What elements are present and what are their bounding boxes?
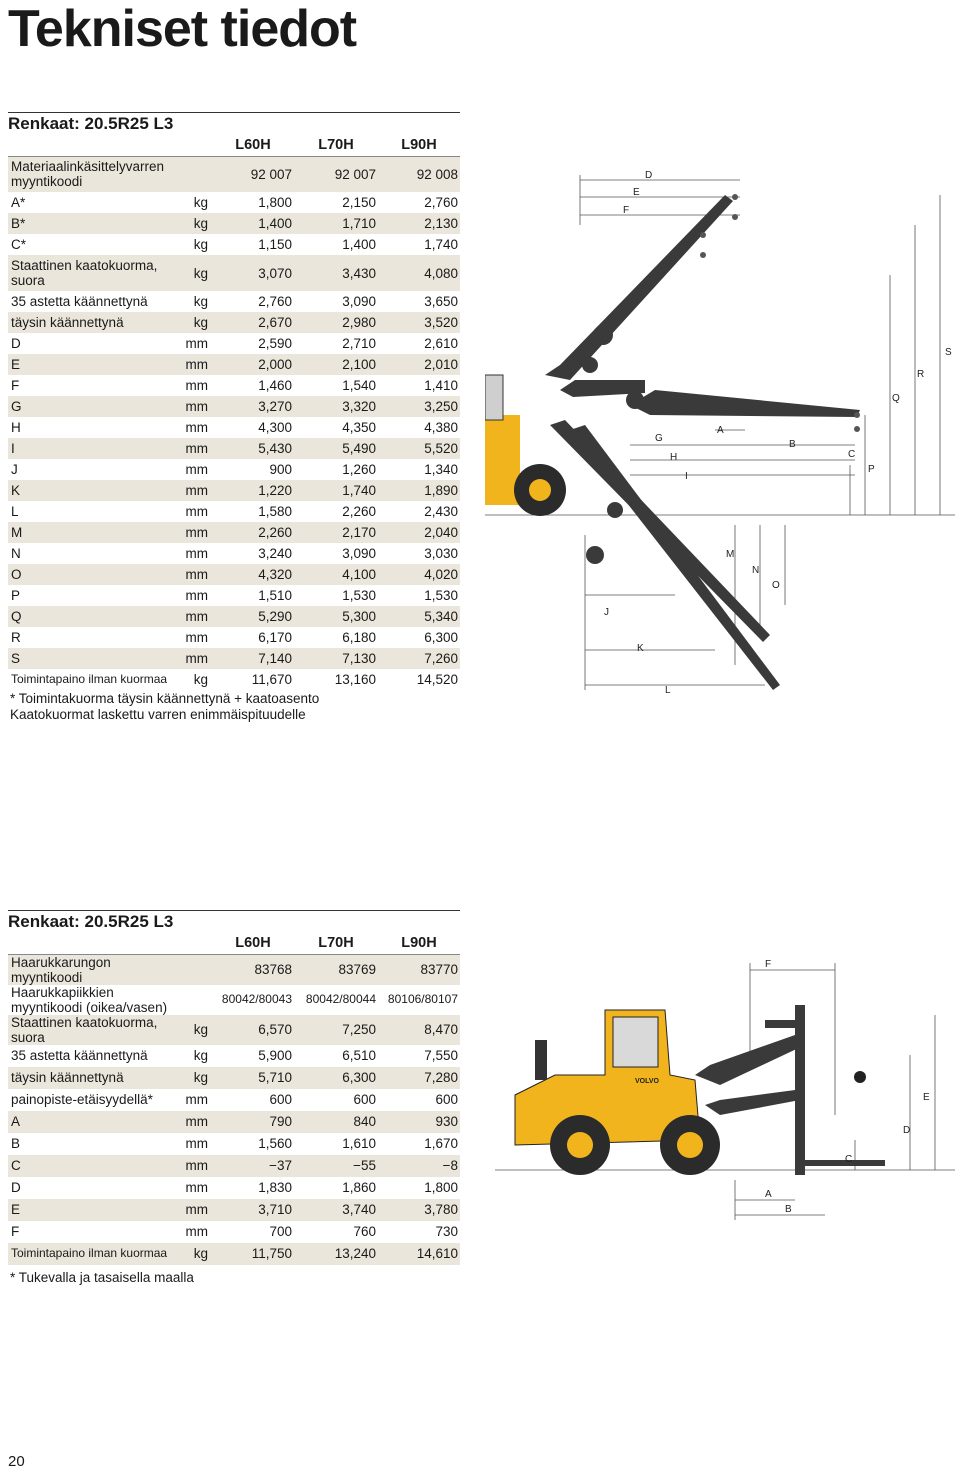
section1-rule	[8, 112, 460, 113]
row-unit: kg	[184, 255, 212, 291]
row-unit: mm	[184, 396, 212, 417]
row-label: O	[8, 564, 184, 585]
table-row	[8, 1133, 460, 1155]
row-label: F	[11, 378, 20, 393]
row-value: 1,340	[424, 462, 458, 477]
row-value: 5,340	[378, 606, 460, 627]
row-value: 600	[353, 1092, 376, 1107]
dimension-label-a: A	[765, 1189, 772, 1200]
row-value: 3,320	[294, 396, 378, 417]
row-value: 6,300	[424, 630, 458, 645]
section2-notes	[10, 1270, 194, 1286]
row-value: 6,570	[212, 1015, 294, 1045]
model-header: L60H	[212, 136, 294, 156]
row-label: G	[8, 396, 184, 417]
dimension-label-i: I	[685, 471, 688, 482]
row-label: N	[11, 546, 21, 561]
row-value: 3,070	[212, 255, 294, 291]
table-row	[8, 312, 460, 333]
row-value: 730	[435, 1224, 458, 1239]
row-unit: mm	[185, 1092, 208, 1107]
row-value: 3,430	[294, 255, 378, 291]
row-value: 2,760	[258, 294, 292, 309]
row-value: −55	[294, 1155, 378, 1177]
loader-body	[485, 375, 566, 516]
row-label: B*	[8, 213, 184, 234]
row-unit	[184, 985, 212, 1015]
dimension-label-c: C	[848, 449, 856, 460]
row-value: 3,030	[424, 546, 458, 561]
dimension-label-g: G	[655, 433, 663, 444]
row-value: 7,280	[378, 1067, 460, 1089]
dimension-label-b: B	[785, 1204, 792, 1215]
row-value: 1,530	[342, 588, 376, 603]
row-unit: kg	[184, 1015, 212, 1045]
row-label: K	[8, 480, 184, 501]
row-unit	[184, 954, 212, 985]
row-value: 8,470	[378, 1015, 460, 1045]
dimension-label-e: E	[923, 1092, 930, 1103]
row-unit: kg	[193, 237, 208, 252]
row-unit: mm	[184, 564, 212, 585]
row-value: 3,270	[212, 396, 294, 417]
row-value: 7,130	[294, 648, 378, 669]
row-label: painopiste-etäisyydellä*	[11, 1092, 153, 1107]
row-value: −8	[378, 1155, 460, 1177]
volvo-brand-text: VOLVO	[635, 1078, 659, 1085]
row-unit: mm	[185, 588, 208, 603]
table-row	[8, 1221, 460, 1243]
row-unit: kg	[184, 213, 212, 234]
table-row	[8, 255, 460, 291]
row-unit: mm	[184, 438, 212, 459]
row-value: 1,410	[424, 378, 458, 393]
table-row	[8, 354, 460, 375]
row-label: Staattinen kaatokuorma, suora	[8, 1015, 184, 1045]
row-value: 3,780	[378, 1199, 460, 1221]
table-row	[8, 192, 460, 213]
table-row	[8, 1111, 460, 1133]
row-value: 2,150	[342, 195, 376, 210]
row-value: 92 007	[212, 156, 294, 192]
row-value: 1,860	[342, 1180, 376, 1195]
row-value: 1,670	[424, 1136, 458, 1151]
dimension-label-r: R	[917, 369, 925, 380]
section2-table	[8, 934, 460, 1265]
row-label: C	[8, 1155, 184, 1177]
arm-dimension-diagram	[485, 165, 955, 715]
row-label: Toimintapaino ilman kuormaa	[8, 1243, 184, 1265]
row-value: 1,830	[258, 1180, 292, 1195]
row-value: 92 007	[294, 156, 378, 192]
row-unit: kg	[184, 1067, 212, 1089]
row-value: 2,170	[294, 522, 378, 543]
table-row	[8, 396, 460, 417]
row-value: 840	[294, 1111, 378, 1133]
model-header: L90H	[378, 136, 460, 156]
row-value: 3,650	[424, 294, 458, 309]
model-header: L60H	[212, 934, 294, 954]
row-unit: mm	[185, 1180, 208, 1195]
dimension-label-c: C	[845, 1154, 853, 1165]
row-label: E	[8, 1199, 184, 1221]
row-value: 4,020	[378, 564, 460, 585]
row-label: 35 astetta käännettynä	[11, 294, 148, 309]
table-row	[8, 543, 460, 564]
footnote: * Toimintakuorma täysin käännettynä + kaatoasento	[10, 691, 320, 706]
row-label: H	[11, 420, 21, 435]
row-value: 2,260	[212, 522, 294, 543]
dimension-label-b: B	[789, 439, 796, 450]
row-value: 2,670	[212, 312, 294, 333]
row-value: 83770	[378, 954, 460, 985]
row-value: 5,490	[294, 438, 378, 459]
table-row	[8, 627, 460, 648]
dimension-label-f: F	[623, 205, 630, 216]
row-value: 80106/80107	[387, 992, 458, 1006]
table-row	[8, 1155, 460, 1177]
row-unit: kg	[193, 672, 208, 687]
table-row	[8, 522, 460, 543]
row-value: 3,250	[378, 396, 460, 417]
row-value: 1,260	[342, 462, 376, 477]
row-value: 760	[353, 1224, 376, 1239]
row-value: 2,760	[424, 195, 458, 210]
row-unit: kg	[184, 1243, 212, 1265]
row-value: −37	[212, 1155, 294, 1177]
row-value: 790	[212, 1111, 294, 1133]
row-value: 13,240	[294, 1243, 378, 1265]
table-row	[8, 1199, 460, 1221]
model-header: L90H	[378, 934, 460, 954]
row-unit: mm	[184, 1199, 212, 1221]
page-title: Tekniset tiedot	[8, 0, 357, 58]
row-label: B	[11, 1136, 21, 1151]
section1-title: Renkaat: 20.5R25 L3	[8, 114, 174, 133]
row-value: 6,510	[342, 1048, 376, 1063]
row-unit: kg	[193, 294, 208, 309]
row-label: S	[8, 648, 184, 669]
table-row	[8, 459, 460, 480]
table-row	[8, 1015, 460, 1045]
row-unit: mm	[185, 462, 208, 477]
row-value: 3,520	[378, 312, 460, 333]
row-label: täysin käännettynä	[8, 1067, 184, 1089]
row-value: 83768	[212, 954, 294, 985]
row-value: 2,710	[342, 336, 376, 351]
row-label: Materiaalinkäsittelyvarren myyntikoodi	[8, 156, 184, 192]
table-row	[8, 291, 460, 312]
section1-notes	[10, 691, 319, 723]
row-unit: mm	[184, 522, 212, 543]
table-row	[8, 375, 460, 396]
row-value: 6,180	[342, 630, 376, 645]
dimension-label-d: D	[903, 1125, 911, 1136]
row-value: 1,510	[258, 588, 292, 603]
row-value: 1,610	[342, 1136, 376, 1151]
dimension-label-p: P	[868, 464, 875, 475]
row-label: M	[8, 522, 184, 543]
row-label: R	[11, 630, 21, 645]
table-row	[8, 333, 460, 354]
table-row	[8, 985, 460, 1015]
row-value: 5,710	[212, 1067, 294, 1089]
row-value: 11,670	[251, 672, 292, 687]
row-value: 1,710	[294, 213, 378, 234]
row-label: J	[11, 462, 18, 477]
row-value: 4,350	[342, 420, 376, 435]
row-value: 80042/80043	[221, 992, 292, 1006]
row-value: 83769	[294, 954, 378, 985]
section2-rule	[8, 910, 460, 911]
row-value: 3,090	[342, 294, 376, 309]
row-value: 600	[435, 1092, 458, 1107]
row-value: 1,890	[378, 480, 460, 501]
row-value: 3,090	[342, 546, 376, 561]
wheel-loader	[515, 1010, 720, 1175]
row-value: 3,240	[258, 546, 292, 561]
row-unit: mm	[184, 1111, 212, 1133]
row-unit: mm	[184, 606, 212, 627]
row-value: 2,980	[294, 312, 378, 333]
table-row	[8, 954, 460, 985]
footnote: Kaatokuormat laskettu varren enimmäispituudelle	[10, 707, 306, 722]
row-label: 35 astetta käännettynä	[11, 1048, 148, 1063]
row-value: 3,710	[212, 1199, 294, 1221]
row-value: 4,100	[294, 564, 378, 585]
dimension-label-k: K	[637, 643, 644, 654]
row-value: 7,260	[378, 648, 460, 669]
row-label: Haarukkarungon myyntikoodi	[8, 954, 184, 985]
row-value: 1,540	[342, 378, 376, 393]
footnote: * Tukevalla ja tasaisella maalla	[10, 1270, 194, 1285]
row-value: 1,460	[258, 378, 292, 393]
row-value: 2,430	[424, 504, 458, 519]
table-row	[8, 417, 460, 438]
page-number: 20	[8, 1453, 25, 1470]
table-row	[8, 606, 460, 627]
row-value: 1,740	[294, 480, 378, 501]
dimension-label-q: Q	[892, 393, 900, 404]
model-header: L70H	[294, 934, 378, 954]
row-value: 4,320	[212, 564, 294, 585]
row-value: 1,800	[258, 195, 292, 210]
row-unit	[184, 156, 212, 192]
row-label: A*	[11, 195, 26, 210]
dimension-label-m: M	[726, 549, 735, 560]
lift-arms	[695, 1005, 885, 1175]
row-value: 5,900	[258, 1048, 292, 1063]
row-value: 5,430	[212, 438, 294, 459]
table-row	[8, 1067, 460, 1089]
row-value: 6,300	[294, 1067, 378, 1089]
row-unit: mm	[184, 1155, 212, 1177]
row-value: 14,610	[378, 1243, 460, 1265]
row-unit: kg	[193, 1048, 208, 1063]
row-value: 600	[269, 1092, 292, 1107]
table-row	[8, 156, 460, 192]
row-label: E	[8, 354, 184, 375]
row-label: D	[11, 1180, 21, 1195]
row-value: 7,140	[212, 648, 294, 669]
row-label: I	[8, 438, 184, 459]
row-unit: kg	[193, 195, 208, 210]
dimension-label-e: E	[633, 187, 640, 198]
row-value: 3,740	[294, 1199, 378, 1221]
row-value: 4,080	[378, 255, 460, 291]
row-unit: mm	[184, 480, 212, 501]
row-unit: mm	[185, 1224, 208, 1239]
row-value: 7,550	[424, 1048, 458, 1063]
table-row	[8, 1243, 460, 1265]
table-row	[8, 1089, 460, 1111]
section2-title: Renkaat: 20.5R25 L3	[8, 912, 174, 931]
row-unit: mm	[185, 378, 208, 393]
row-label: A	[8, 1111, 184, 1133]
row-value: 2,130	[378, 213, 460, 234]
row-value: 6,170	[258, 630, 292, 645]
table-row	[8, 669, 460, 690]
table-row	[8, 213, 460, 234]
dimension-label-a: A	[717, 425, 724, 436]
row-label: L	[11, 504, 19, 519]
row-value: 4,380	[424, 420, 458, 435]
row-value: 1,580	[258, 504, 292, 519]
dimension-label-f: F	[765, 959, 772, 970]
row-value: 80042/80044	[305, 992, 376, 1006]
row-label: Staattinen kaatokuorma, suora	[8, 255, 184, 291]
row-value: 11,750	[212, 1243, 294, 1265]
row-label: Toimintapaino ilman kuormaa	[11, 672, 168, 686]
row-value: 1,220	[212, 480, 294, 501]
dimension-label-l: L	[665, 685, 671, 696]
table-header-row	[8, 136, 460, 156]
row-label: Q	[8, 606, 184, 627]
row-value: 7,250	[294, 1015, 378, 1045]
model-header: L70H	[294, 136, 378, 156]
row-value: 14,520	[416, 672, 458, 687]
dimension-label-h: H	[670, 452, 678, 463]
table-row	[8, 1177, 460, 1199]
row-value: 5,290	[212, 606, 294, 627]
table-row	[8, 564, 460, 585]
row-value: 1,740	[424, 237, 458, 252]
row-label: F	[11, 1224, 20, 1239]
row-unit: mm	[184, 354, 212, 375]
row-label: P	[11, 588, 21, 603]
row-value: 13,160	[334, 672, 376, 687]
table-row	[8, 648, 460, 669]
row-value: 2,000	[212, 354, 294, 375]
row-value: 2,100	[294, 354, 378, 375]
row-value: 1,400	[342, 237, 376, 252]
row-unit: mm	[185, 336, 208, 351]
table-row	[8, 438, 460, 459]
table-row	[8, 585, 460, 606]
row-value: 1,560	[258, 1136, 292, 1151]
table-row	[8, 501, 460, 522]
table-row	[8, 1045, 460, 1067]
row-label: C*	[11, 237, 27, 252]
row-label: Haarukkapiikkien myyntikoodi (oikea/vasen)	[11, 984, 168, 1015]
row-label: täysin käännettynä	[8, 312, 184, 333]
row-value: 700	[269, 1224, 292, 1239]
table-row	[8, 234, 460, 255]
row-value: 4,300	[258, 420, 292, 435]
dimension-label-s: S	[945, 347, 952, 358]
row-value: 930	[378, 1111, 460, 1133]
row-value: 2,040	[378, 522, 460, 543]
table-row	[8, 480, 460, 501]
row-unit: mm	[185, 504, 208, 519]
row-value: 5,520	[378, 438, 460, 459]
dimension-label-o: O	[772, 580, 780, 591]
row-unit: mm	[184, 648, 212, 669]
row-value: 5,300	[294, 606, 378, 627]
row-value: 1,400	[212, 213, 294, 234]
row-unit: mm	[185, 630, 208, 645]
row-unit: mm	[185, 1136, 208, 1151]
row-value: 2,610	[424, 336, 458, 351]
boom-arms	[545, 195, 860, 690]
table-header-row	[8, 934, 460, 954]
row-value: 2,260	[342, 504, 376, 519]
row-value: 2,590	[258, 336, 292, 351]
row-value: 92 008	[378, 156, 460, 192]
row-unit: mm	[185, 420, 208, 435]
row-value: 2,010	[378, 354, 460, 375]
row-unit: mm	[185, 546, 208, 561]
row-value: 1,150	[258, 237, 292, 252]
row-value: 1,800	[424, 1180, 458, 1195]
dimension-label-n: N	[752, 565, 760, 576]
row-unit: kg	[184, 312, 212, 333]
fork-dimension-diagram	[495, 955, 955, 1225]
dimension-label-j: J	[604, 607, 609, 618]
section1-table	[8, 136, 460, 690]
row-value: 1,530	[424, 588, 458, 603]
row-label: D	[11, 336, 21, 351]
row-value: 900	[269, 462, 292, 477]
dimension-label-d: D	[645, 170, 653, 181]
center-of-gravity-icon	[854, 1071, 866, 1083]
